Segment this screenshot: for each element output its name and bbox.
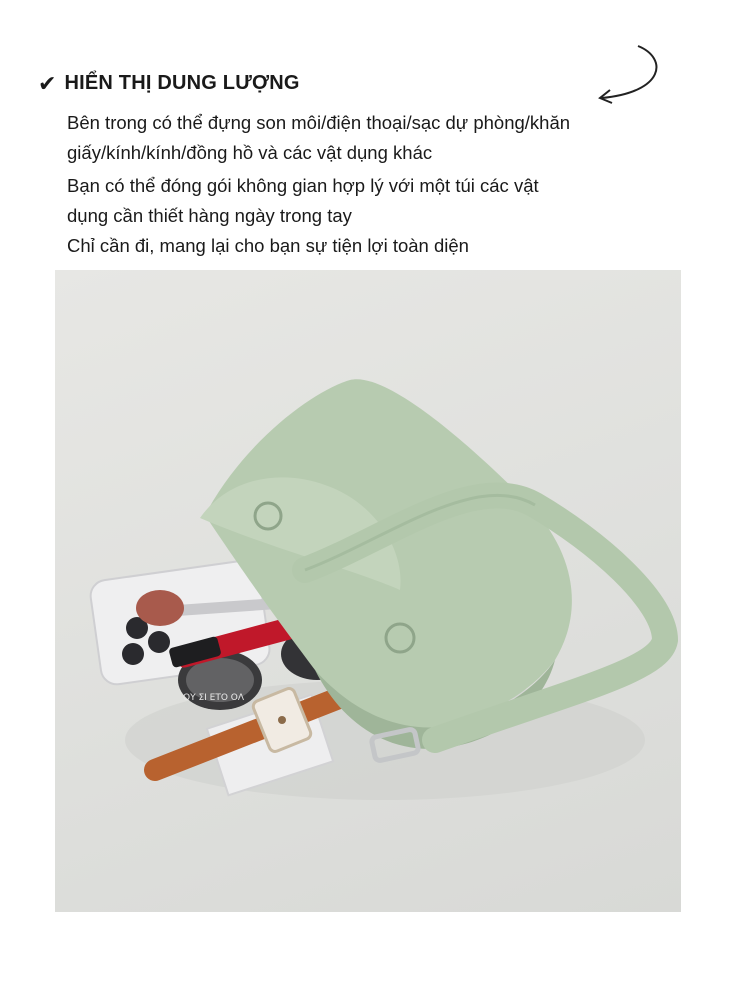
desc-line-5: Chỉ cần đi, mang lại cho bạn sự tiện lợi toàn diện [67, 235, 469, 256]
product-photo [55, 270, 681, 912]
desc-line-4: dụng cần thiết hàng ngày trong tay [67, 205, 352, 226]
bag-illustration [55, 270, 681, 912]
section-title: HIỂN THỊ DUNG LƯỢNG [64, 72, 300, 94]
desc-line-1: Bên trong có thể đựng son môi/điện thoại/sạc dự phòng/khăn [67, 112, 571, 133]
desc-line-2: giấy/kính/kính/đồng hồ và các vật dụng khác [67, 142, 433, 163]
header [0, 0, 750, 265]
title-row [38, 72, 300, 95]
watch-dial-text: ΟΥ ΣΙ ΕΤΟ ΟΛ [183, 693, 245, 703]
desc-line-3: Bạn có thể đóng gói không gian hợp lý với một túi các vật [67, 175, 539, 196]
check-icon: ✔ [38, 70, 57, 96]
curved-arrow-icon [590, 40, 670, 110]
description [67, 108, 727, 261]
